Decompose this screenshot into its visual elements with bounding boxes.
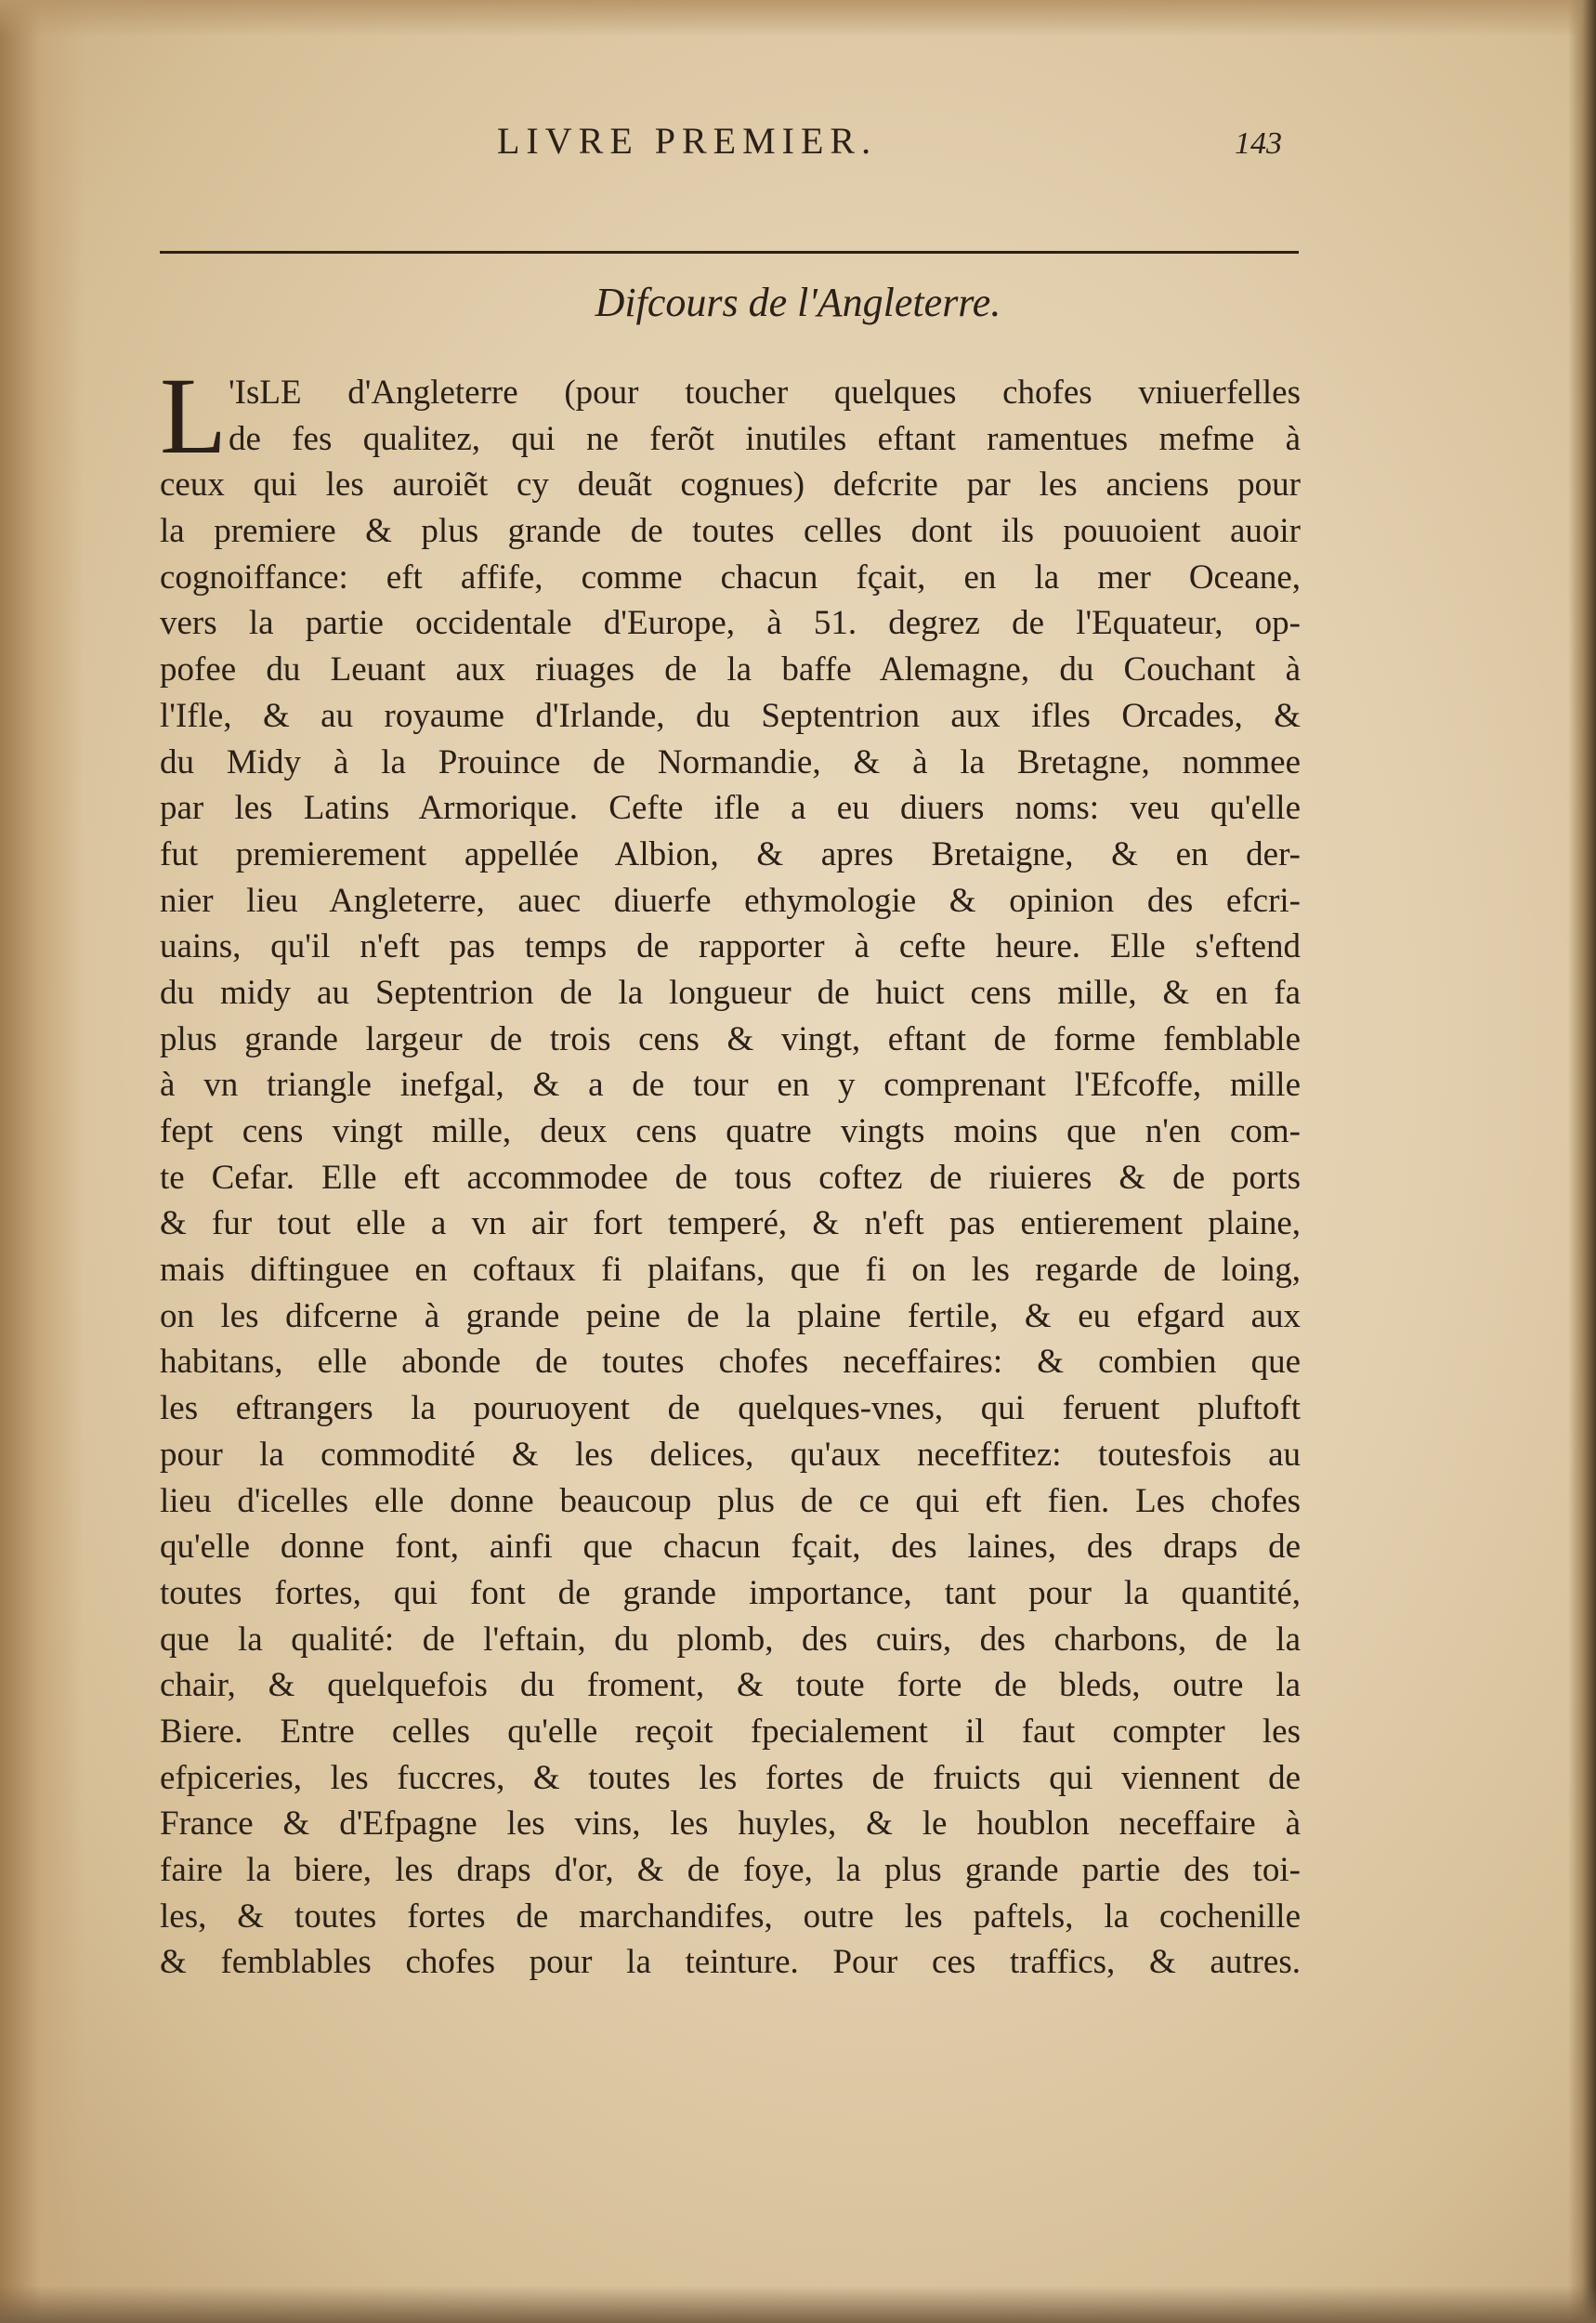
text-line: par les Latins Armorique. Cefte ifle a eu diuers noms: veu qu'elle (160, 789, 1301, 828)
text-line: cognoiffance: eft affife, comme chacun fçait, en la mer Oceane, (160, 558, 1301, 597)
text-line: toutes fortes, qui font de grande importance, tant pour la quantité, (160, 1573, 1301, 1612)
page-edge-top (0, 0, 1596, 37)
text-line: plus grande largeur de trois cens & vingt, eftant de forme femblable (160, 1019, 1301, 1058)
text-line: pour la commodité & les delices, qu'aux neceffitez: toutesfois au (160, 1435, 1301, 1474)
text-line: Biere. Entre celles qu'elle reçoit fpecialement il faut compter les (160, 1712, 1301, 1751)
text-line: uains, qu'il n'eft pas temps de rapporter à cefte heure. Elle s'eftend (160, 927, 1301, 966)
text-line: ceux qui les auroiẽt cy deuãt cognues) defcrite par les anciens pour (160, 466, 1301, 505)
text-line: les, & toutes fortes de marchandifes, outre les paftels, la cochenille (160, 1896, 1301, 1936)
text-line: qu'elle donne font, ainfi que chacun fçait, des laines, des draps de (160, 1528, 1301, 1567)
page-header (158, 119, 1291, 175)
body-text (160, 355, 1301, 1986)
text-line: 'IsLE d'Angleterre (pour toucher quelques chofes vniuerfelles (229, 374, 1301, 412)
text-line: habitans, elle abonde de toutes chofes neceffaires: & combien que (160, 1343, 1301, 1382)
text-line: efpiceries, les fuccres, & toutes les fortes de fruicts qui viennent de (160, 1758, 1301, 1797)
text-line: fut premierement appellée Albion, & apres Bretaigne, & en der- (160, 834, 1301, 873)
text-line: on les difcerne à grande peine de la plaine fertile, & eu efgard aux (160, 1296, 1301, 1335)
page-edge-right (1568, 0, 1596, 2323)
text-line: te Cefar. Elle eft accommodee de tous coftez de riuieres & de ports (160, 1158, 1301, 1197)
page-edge-left (0, 0, 84, 2323)
text-line: fept cens vingt mille, deux cens quatre vingts moins que n'en com- (160, 1112, 1301, 1150)
text-line: France & d'Efpagne les vins, les huyles, & le houblon neceffaire à (160, 1805, 1301, 1844)
text-line: pofee du Leuant aux riuages de la baffe Alemagne, du Couchant à (160, 650, 1301, 689)
text-line: à vn triangle inefgal, & a de tour en y comprenant l'Efcoffe, mille (160, 1066, 1301, 1105)
text-line: la premiere & plus grande de toutes celles dont ils pouuoient auoir (160, 512, 1301, 551)
text-line: chair, & quelquefois du froment, & toute forte de bleds, outre la (160, 1666, 1301, 1705)
text-line: faire la biere, les draps d'or, & de foye, la plus grande partie des toi- (160, 1851, 1301, 1889)
text-line: du midy au Septentrion de la longueur de huict cens mille, & en fa (160, 973, 1301, 1012)
text-line: du Midy à la Prouince de Normandie, & à la Bretagne, nommee (160, 742, 1301, 781)
running-title: LIVRE PREMIER. (497, 120, 878, 162)
text-line: & femblables chofes pour la teinture. Pour ces traffics, & autres. (160, 1943, 1301, 1982)
text-line: nier lieu Angleterre, auec diuerfe ethymologie & opinion des efcri- (160, 881, 1301, 920)
header-rule (160, 251, 1299, 254)
page-number: 143 (1235, 126, 1282, 161)
text-line: de fes qualitez, qui ne ferõt inutiles eftant ramentues mefme à (229, 419, 1301, 458)
text-line: l'Ifle, & au royaume d'Irlande, du Septentrion aux ifles Orcades, & (160, 696, 1301, 735)
text-line: les eftrangers la pouruoyent de quelques-vnes, qui feruent pluftoft (160, 1389, 1301, 1428)
text-line: vers la partie occidentale d'Europe, à 51. degrez de l'Equateur, op- (160, 604, 1301, 643)
section-heading: Difcours de l'Angleterre. (595, 280, 1001, 325)
text-line: mais diftinguee en coftaux fi plaifans, que fi on les regarde de loing, (160, 1251, 1301, 1290)
text-line: que la qualité: de l'eftain, du plomb, des cuirs, des charbons, de la (160, 1620, 1301, 1659)
text-line: & fur tout elle a vn air fort temperé, & n'eft pas entierement plaine, (160, 1204, 1301, 1243)
drop-cap: L (160, 355, 228, 477)
page-edge-bottom (0, 2286, 1596, 2323)
text-line: lieu d'icelles elle donne beaucoup plus de ce qui eft fien. Les chofes (160, 1481, 1301, 1520)
